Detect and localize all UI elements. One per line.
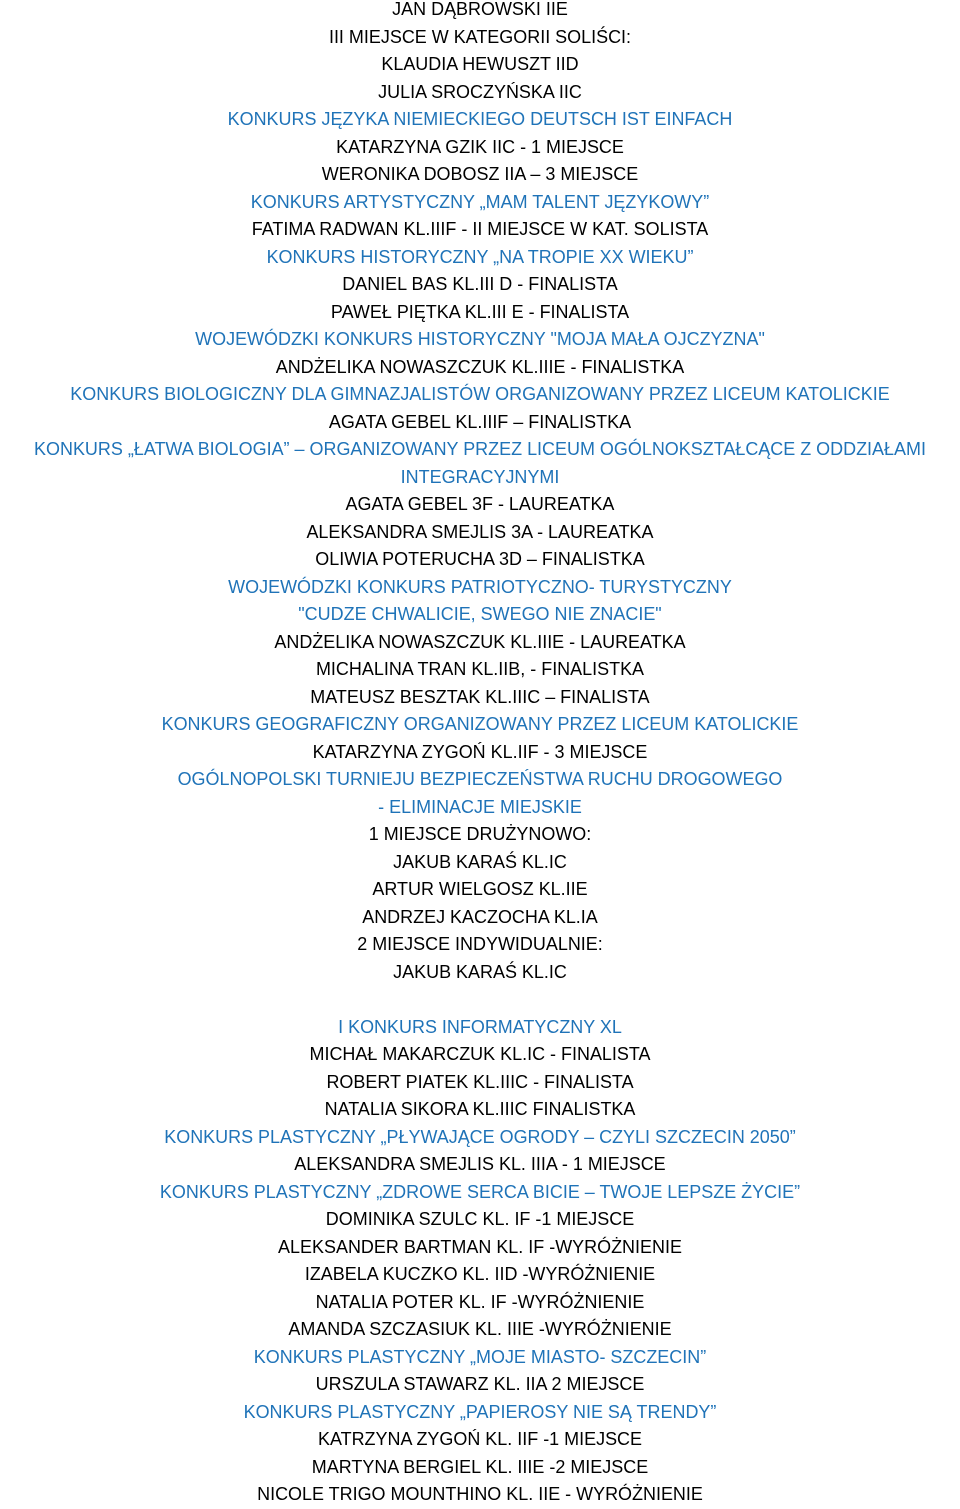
result-entry-line: DANIEL BAS KL.III D - FINALISTA: [342, 274, 618, 294]
contest-heading-line: KONKURS ARTYSTYCZNY „MAM TALENT JĘZYKOWY”: [250, 191, 710, 212]
result-entry-line: JAKUB KARAŚ KL.IC: [393, 851, 567, 872]
result-entry-line: ANDŻELIKA NOWASZCZUK KL.IIIE - FINALISTKA: [275, 356, 685, 377]
result-entry-line: ANDRZEJ KACZOCHA KL.IA: [362, 906, 598, 927]
contest-heading-line: WOJEWÓDZKI KONKURS HISTORYCZNY "MOJA MAŁA OJCZYZNA": [195, 329, 765, 349]
result-entry-line: AGATA GEBEL 3F - LAUREATKA: [345, 494, 615, 514]
result-entry-line: AGATA GEBEL KL.IIIF – FINALISTKA: [328, 411, 632, 432]
result-entry-line: MATEUSZ BESZTAK KL.IIIC – FINALISTA: [310, 686, 650, 707]
blank-line: [1, 986, 959, 1014]
result-entry-line: ALEKSANDRA SMEJLIS 3A - LAUREATKA: [306, 521, 654, 542]
contest-heading-line: KONKURS PLASTYCZNY „MOJE MIASTO- SZCZECIN”: [253, 1346, 707, 1367]
result-entry-line: KATARZYNA ZYGOŃ KL.IIF - 3 MIEJSCE: [312, 741, 648, 762]
result-entry-line: NICOLE TRIGO MOUNTHINO KL. IIE - WYRÓŻNIENIE: [257, 1484, 703, 1504]
contest-heading-line: I KONKURS INFORMATYCZNY XL: [338, 1016, 622, 1037]
contest-heading-line: INTEGRACYJNYMI: [400, 466, 560, 487]
result-entry-line: WERONIKA DOBOSZ IIA – 3 MIEJSCE: [321, 164, 639, 184]
result-entry-line: KATRZYNA ZYGOŃ KL. IIF -1 MIEJSCE: [317, 1429, 643, 1449]
result-entry-line: KLAUDIA HEWUSZT IID: [381, 54, 579, 74]
contest-heading-line: KONKURS HISTORYCZNY „NA TROPIE XX WIEKU”: [266, 246, 694, 267]
result-entry-line: AMANDA SZCZASIUK KL. IIIE -WYRÓŻNIENIE: [288, 1319, 672, 1339]
result-entry-line: URSZULA STAWARZ KL. IIA 2 MIEJSCE: [315, 1374, 645, 1394]
contest-heading-line: OGÓLNOPOLSKI TURNIEJU BEZPIECZEŃSTWA RUCHU DROGOWEGO: [177, 769, 783, 789]
result-entry-line: JAN DĄBROWSKI IIE: [392, 0, 568, 19]
result-entry-line: ALEKSANDER BARTMAN KL. IF -WYRÓŻNIENIE: [278, 1236, 682, 1257]
result-entry-line: JAKUB KARAŚ KL.IC: [393, 961, 567, 982]
result-entry-line: KATARZYNA GZIK IIC - 1 MIEJSCE: [336, 136, 624, 157]
contest-heading-line: KONKURS GEOGRAFICZNY ORGANIZOWANY PRZEZ LICEUM KATOLICKIE: [161, 714, 799, 734]
result-entry-line: FATIMA RADWAN KL.IIIF - II MIEJSCE W KAT. SOLISTA: [251, 219, 709, 239]
result-entry-line: MICHALINA TRAN KL.IIB, - FINALISTKA: [315, 659, 645, 679]
result-entry-line: PAWEŁ PIĘTKA KL.III E - FINALISTA: [330, 301, 630, 322]
contest-heading-line: KONKURS JĘZYKA NIEMIECKIEGO DEUTSCH IST EINFACH: [227, 109, 733, 129]
contest-heading-line: "CUDZE CHWALICIE, SWEGO NIE ZNACIE": [298, 604, 662, 624]
result-entry-line: 2 MIEJSCE INDYWIDUALNIE:: [357, 934, 603, 954]
result-entry-line: MICHAŁ MAKARCZUK KL.IC - FINALISTA: [309, 1044, 651, 1064]
result-entry-line: ALEKSANDRA SMEJLIS KL. IIIA - 1 MIEJSCE: [294, 1154, 666, 1174]
contest-heading-line: KONKURS PLASTYCZNY „PŁYWAJĄCE OGRODY – CZYLI SZCZECIN 2050”: [164, 1126, 796, 1147]
result-entry-line: 1 MIEJSCE DRUŻYNOWO:: [368, 824, 592, 844]
result-entry-line: OLIWIA POTERUCHA 3D – FINALISTKA: [315, 549, 645, 569]
contest-heading-line: KONKURS PLASTYCZNY „ZDROWE SERCA BICIE – TWOJE LEPSZE ŻYCIE”: [159, 1181, 801, 1202]
result-entry-line: NATALIA POTER KL. IF -WYRÓŻNIENIE: [315, 1291, 645, 1312]
contest-heading-line: WOJEWÓDZKI KONKURS PATRIOTYCZNO- TURYSTYCZNY: [228, 576, 732, 597]
result-entry-line: NATALIA SIKORA KL.IIIC FINALISTKA: [324, 1099, 636, 1119]
contest-heading-line: KONKURS „ŁATWA BIOLOGIA” – ORGANIZOWANY PRZEZ LICEUM OGÓLNOKSZTAŁCĄCE Z ODDZIAŁAMI: [34, 439, 926, 459]
result-entry-line: IZABELA KUCZKO KL. IID -WYRÓŻNIENIE: [304, 1264, 656, 1284]
result-entry-line: MARTYNA BERGIEL KL. IIIE -2 MIEJSCE: [311, 1456, 649, 1477]
result-entry-line: JULIA SROCZYŃSKA IIC: [378, 81, 582, 102]
contest-heading-line: - ELIMINACJE MIEJSKIE: [378, 796, 582, 817]
contest-heading-line: KONKURS BIOLOGICZNY DLA GIMNAZJALISTÓW ORGANIZOWANY PRZEZ LICEUM KATOLICKIE: [70, 384, 890, 404]
result-entry-line: ROBERT PIATEK KL.IIIC - FINALISTA: [326, 1071, 634, 1092]
contest-heading-line: KONKURS PLASTYCZNY „PAPIEROSY NIE SĄ TRENDY”: [243, 1401, 717, 1422]
result-entry-line: III MIEJSCE W KATEGORII SOLIŚCI:: [328, 26, 632, 47]
result-entry-line: DOMINIKA SZULC KL. IF -1 MIEJSCE: [325, 1209, 635, 1229]
result-entry-line: ANDŻELIKA NOWASZCZUK KL.IIIE - LAUREATKA: [274, 631, 686, 652]
result-entry-line: ARTUR WIELGOSZ KL.IIE: [372, 879, 588, 899]
